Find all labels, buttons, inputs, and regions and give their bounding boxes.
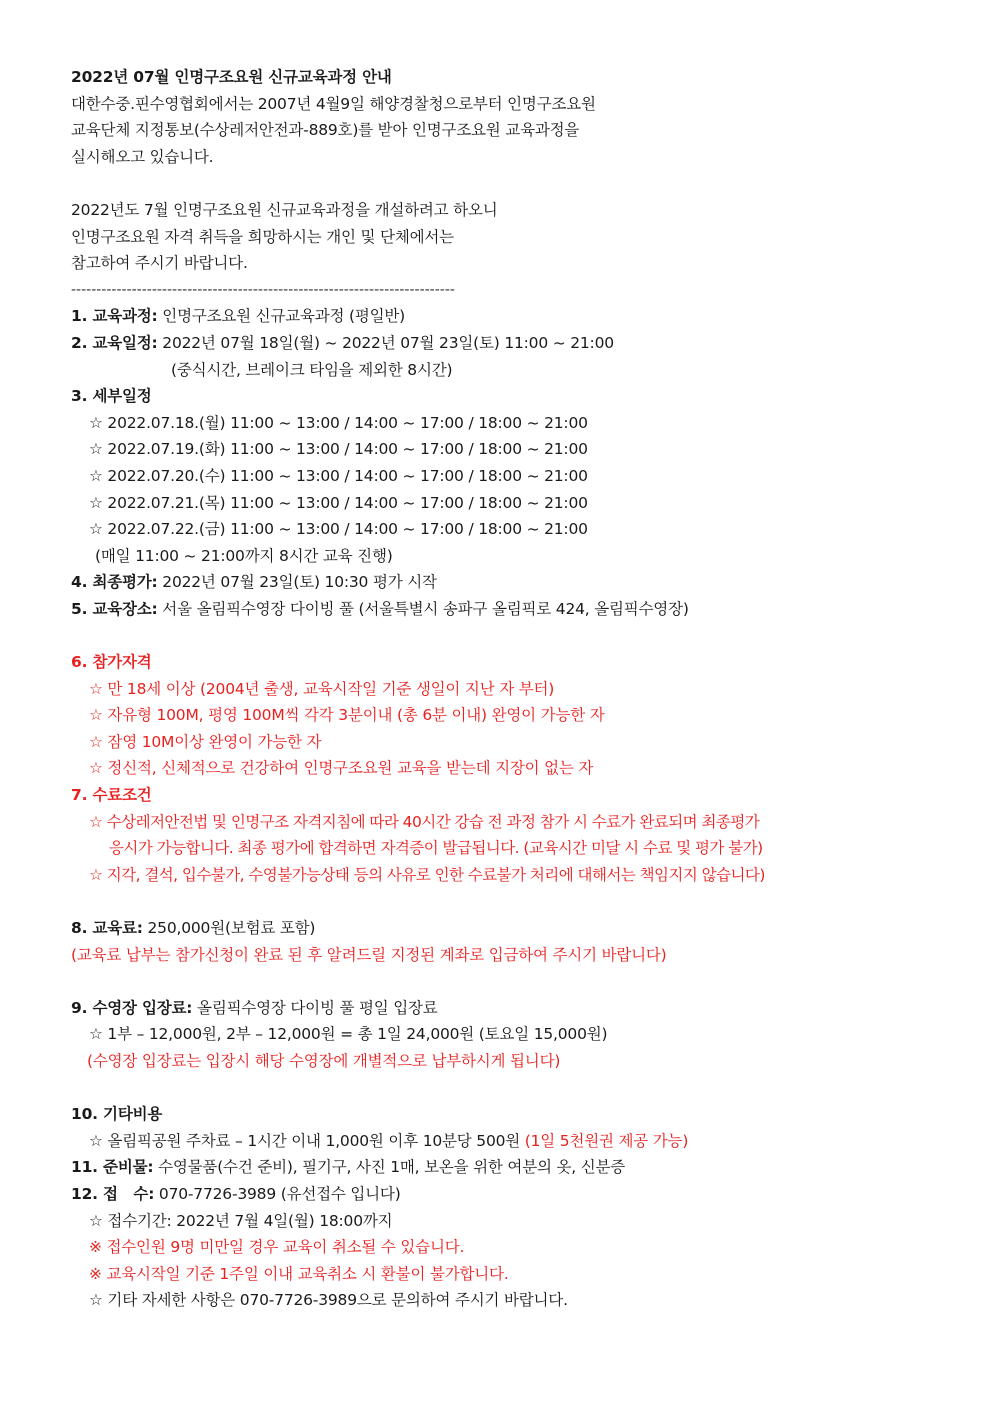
spacer bbox=[71, 622, 922, 649]
registration-period: ☆ 접수기간: 2022년 7월 4일(월) 18:00까지 bbox=[89, 1211, 393, 1230]
eligibility-item: ☆ 자유형 100M, 평영 100M씩 각각 3분이내 (총 6분 이내) 완영이 가능한 자 bbox=[89, 706, 605, 725]
section-value: 수영물품(수건 준비), 필기구, 사진 1매, 보온을 위한 여분의 옷, 신분증 bbox=[153, 1158, 626, 1177]
section-final-eval bbox=[71, 569, 922, 596]
intro-line: 2022년도 7월 인명구조요원 신규교육과정을 개설하려고 하오니 bbox=[71, 200, 498, 219]
section-pool-fee bbox=[71, 995, 922, 1022]
section-supplies bbox=[71, 1154, 922, 1181]
schedule-row: ☆ 2022.07.19.(화) 11:00 ~ 13:00 / 14:00 ~ 17:00 / 18:00 ~ 21:00 bbox=[89, 440, 588, 459]
section-location bbox=[71, 596, 922, 623]
fee-note: (교육료 납부는 참가신청이 완료 된 후 알려드릴 지정된 계좌로 입금하여 주시기 바랍니다) bbox=[71, 945, 667, 964]
registration-contact: ☆ 기타 자세한 사항은 070-7726-3989으로 문의하여 주시기 바랍니다. bbox=[89, 1291, 568, 1310]
section-schedule bbox=[71, 330, 922, 357]
parking-fee-note: (1일 5천원권 제공 가능) bbox=[524, 1131, 689, 1150]
section-label: 4. 최종평가: bbox=[71, 573, 158, 592]
completion-item: ☆ 지각, 결석, 입수불가, 수영불가능상태 등의 사유로 인한 수료불가 처리에 대해서는 책임지지 않습니다) bbox=[89, 865, 765, 884]
spacer bbox=[71, 1075, 922, 1102]
section-value: 070-7726-3989 (유선접수 입니다) bbox=[154, 1184, 401, 1203]
registration-warning: ※ 접수인원 9명 미만일 경우 교육이 취소될 수 있습니다. bbox=[89, 1238, 465, 1257]
section-label: 1. 교육과정: bbox=[71, 307, 158, 326]
eligibility-item: ☆ 만 18세 이상 (2004년 출생, 교육시작일 기준 생일이 지난 자 부터) bbox=[89, 679, 555, 698]
section-course bbox=[71, 303, 922, 330]
section-label: 11. 준비물: bbox=[71, 1158, 154, 1177]
section-eligibility: 6. 참가자격 bbox=[71, 653, 152, 672]
schedule-row: ☆ 2022.07.20.(수) 11:00 ~ 13:00 / 14:00 ~ 17:00 / 18:00 ~ 21:00 bbox=[89, 466, 588, 485]
pool-fee-note: (수영장 입장료는 입장시 해당 수영장에 개별적으로 납부하시게 됩니다) bbox=[87, 1051, 561, 1070]
section-registration bbox=[71, 1181, 922, 1208]
section-label: 5. 교육장소: bbox=[71, 599, 158, 618]
other-cost-item bbox=[71, 1128, 922, 1155]
intro-line: 교육단체 지정통보(수상레저안전과-889호)를 받아 인명구조요원 교육과정을 bbox=[71, 121, 580, 140]
schedule-row: ☆ 2022.07.21.(목) 11:00 ~ 13:00 / 14:00 ~ 17:00 / 18:00 ~ 21:00 bbox=[89, 493, 588, 512]
section-value: 2022년 07월 23일(토) 10:30 평가 시작 bbox=[157, 573, 437, 592]
schedule-note: (중식시간, 브레이크 타임을 제외한 8시간) bbox=[171, 360, 453, 379]
section-detail-schedule: 3. 세부일정 bbox=[71, 387, 152, 406]
eligibility-item: ☆ 정신적, 신체적으로 건강하여 인명구조요원 교육을 받는데 지장이 없는 자 bbox=[89, 759, 594, 778]
eligibility-item: ☆ 잠영 10M이상 완영이 가능한 자 bbox=[89, 732, 322, 751]
parking-fee-text: ☆ 올림픽공원 주차료 – 1시간 이내 1,000원 이후 10분당 500원 bbox=[89, 1131, 525, 1150]
section-fee bbox=[71, 915, 922, 942]
document-title: 2022년 07월 인명구조요원 신규교육과정 안내 bbox=[71, 68, 392, 86]
spacer bbox=[71, 968, 922, 995]
section-label: 8. 교육료: bbox=[71, 919, 143, 937]
spacer bbox=[71, 888, 922, 915]
pool-fee-item: ☆ 1부 – 12,000원, 2부 – 12,000원 = 총 1일 24,000원 (토요일 15,000원) bbox=[89, 1025, 608, 1044]
completion-item-cont: 응시가 가능합니다. 최종 평가에 합격하면 자격증이 발급됩니다. (교육시간 미달 시 수료 및 평가 불가) bbox=[109, 839, 763, 858]
section-value: 2022년 07월 18일(월) ~ 2022년 07월 23일(토) 11:00 ~ 21:00 bbox=[157, 333, 614, 352]
section-label: 2. 교육일정: bbox=[71, 333, 158, 352]
section-value: 인명구조요원 신규교육과정 (평일반) bbox=[157, 307, 406, 326]
intro-line: 실시해오고 있습니다. bbox=[71, 147, 214, 166]
section-completion: 7. 수료조건 bbox=[71, 786, 152, 805]
registration-warning: ※ 교육시작일 기준 1주일 이내 교육취소 시 환불이 불가합니다. bbox=[89, 1264, 509, 1283]
section-value: 250,000원(보험료 포함) bbox=[142, 919, 316, 937]
section-label: 9. 수영장 입장료: bbox=[71, 998, 193, 1017]
schedule-row: ☆ 2022.07.18.(월) 11:00 ~ 13:00 / 14:00 ~ 17:00 / 18:00 ~ 21:00 bbox=[89, 413, 588, 432]
section-other-costs: 10. 기타비용 bbox=[71, 1105, 163, 1124]
intro-line: 인명구조요원 자격 취득을 희망하시는 개인 및 단체에서는 bbox=[71, 227, 454, 246]
section-value: 올림픽수영장 다이빙 풀 평일 입장료 bbox=[192, 998, 438, 1017]
section-label: 12. 접 수: bbox=[71, 1184, 155, 1203]
intro-line: 참고하여 주시기 바랍니다. bbox=[71, 254, 248, 273]
schedule-note: (매일 11:00 ~ 21:00까지 8시간 교육 진행) bbox=[95, 546, 393, 565]
separator-line: ---------------------------------------------------------------------------- bbox=[71, 281, 455, 298]
spacer bbox=[71, 170, 922, 197]
completion-item: ☆ 수상레저안전법 및 인명구조 자격지침에 따라 40시간 강습 전 과정 참가 시 수료가 완료되며 최종평가 bbox=[89, 812, 760, 831]
section-value: 서울 올림픽수영장 다이빙 풀 (서울특별시 송파구 올림픽로 424, 올림픽수영장) bbox=[157, 599, 689, 618]
intro-line: 대한수중.핀수영협회에서는 2007년 4월9일 해양경찰청으로부터 인명구조요원 bbox=[71, 94, 596, 113]
schedule-row: ☆ 2022.07.22.(금) 11:00 ~ 13:00 / 14:00 ~ 17:00 / 18:00 ~ 21:00 bbox=[89, 520, 588, 539]
